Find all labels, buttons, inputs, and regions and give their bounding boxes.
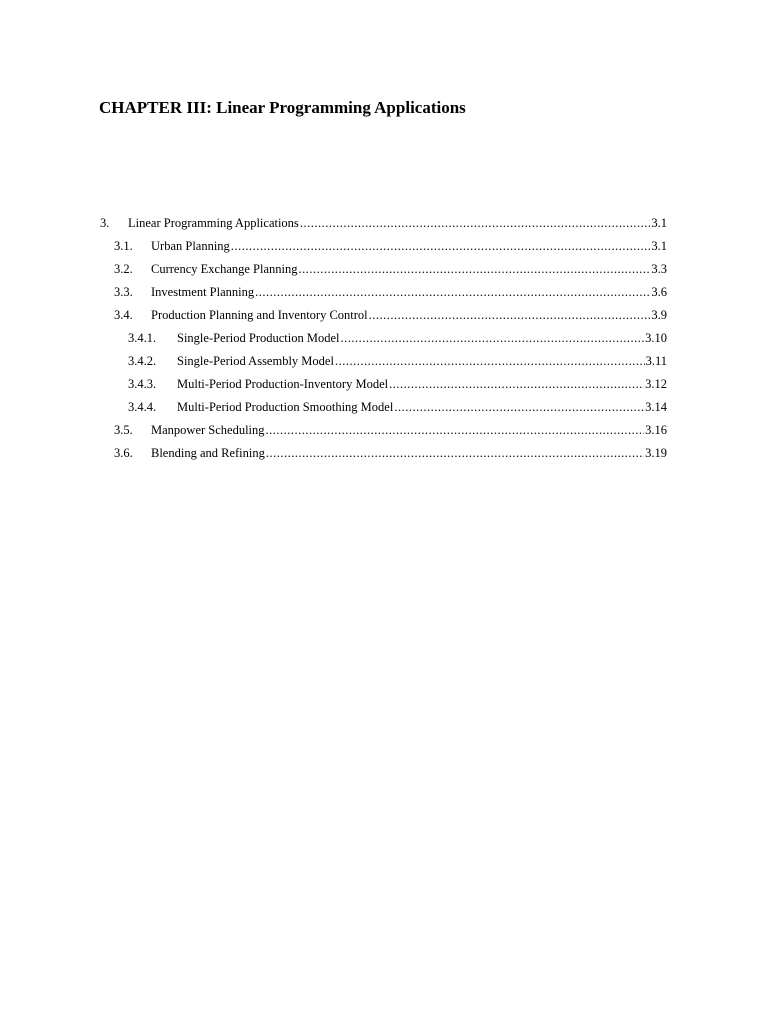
toc-dot-leader: [255, 281, 650, 304]
toc-entry-number: 3.4.: [114, 308, 133, 322]
toc-entry-page: 3.16: [645, 423, 667, 437]
toc-dot-leader: [266, 419, 645, 442]
toc-entry-number: 3.1.: [114, 239, 133, 253]
toc-entry-line: [128, 212, 667, 235]
toc-entry-title: Linear Programming Applications: [128, 216, 299, 230]
toc-entry-number: 3.3.: [114, 285, 133, 299]
toc-entry-line: [151, 442, 667, 465]
toc-entry[interactable]: [0, 350, 768, 373]
toc-entry[interactable]: [0, 281, 768, 304]
toc-entry-number: 3.6.: [114, 446, 133, 460]
toc-entry-page: 3.10: [645, 331, 667, 345]
toc-entry-title: Currency Exchange Planning: [151, 262, 298, 276]
toc-entry-title: Single-Period Production Model: [177, 331, 340, 345]
toc-dot-leader: [389, 373, 644, 396]
toc-entry-page: 3.12: [645, 377, 667, 391]
toc-entry[interactable]: [0, 442, 768, 465]
toc-entry-number: 3.4.4.: [128, 400, 157, 414]
toc-entry[interactable]: [0, 419, 768, 442]
toc-entry-line: [177, 373, 667, 396]
toc-entry-line: [151, 419, 667, 442]
toc-entry[interactable]: [0, 304, 768, 327]
toc-dot-leader: [300, 212, 651, 235]
toc-entry-number: 3.2.: [114, 262, 133, 276]
toc-dot-leader: [394, 396, 644, 419]
toc-entry-page: 3.1: [651, 239, 667, 253]
toc-entry[interactable]: [0, 235, 768, 258]
table-of-contents: [0, 212, 768, 465]
toc-entry-line: [177, 327, 667, 350]
toc-dot-leader: [341, 327, 645, 350]
toc-entry-line: [177, 350, 667, 373]
toc-entry-number: 3.5.: [114, 423, 133, 437]
toc-entry-number: 3.4.3.: [128, 377, 157, 391]
toc-entry-page: 3.11: [645, 354, 667, 368]
toc-entry-number: 3.4.1.: [128, 331, 157, 345]
toc-entry[interactable]: [0, 212, 768, 235]
toc-dot-leader: [335, 350, 645, 373]
toc-entry-line: [151, 304, 667, 327]
toc-entry-title: Urban Planning: [151, 239, 230, 253]
toc-entry-line: [151, 235, 667, 258]
toc-entry-title: Investment Planning: [151, 285, 255, 299]
toc-entry-title: Blending and Refining: [151, 446, 265, 460]
toc-entry[interactable]: [0, 396, 768, 419]
toc-entry-title: Manpower Scheduling: [151, 423, 265, 437]
toc-dot-leader: [231, 235, 651, 258]
toc-dot-leader: [298, 258, 650, 281]
chapter-title: CHAPTER III: Linear Programming Applications: [99, 98, 466, 117]
toc-entry-line: [177, 396, 667, 419]
toc-entry-page: 3.1: [651, 216, 667, 230]
toc-entry-title: Multi-Period Production Smoothing Model: [177, 400, 394, 414]
toc-entry-page: 3.19: [645, 446, 667, 460]
toc-entry-page: 3.14: [645, 400, 667, 414]
toc-dot-leader: [266, 442, 644, 465]
toc-entry[interactable]: [0, 373, 768, 396]
toc-entry-line: [151, 258, 667, 281]
toc-entry-number: 3.: [100, 216, 110, 230]
toc-entry-title: Multi-Period Production-Inventory Model: [177, 377, 389, 391]
toc-entry-title: Production Planning and Inventory Control: [151, 308, 368, 322]
toc-entry[interactable]: [0, 258, 768, 281]
toc-entry[interactable]: [0, 327, 768, 350]
toc-entry-page: 3.6: [651, 285, 667, 299]
toc-entry-page: 3.3: [651, 262, 667, 276]
toc-entry-line: [151, 281, 667, 304]
toc-entry-title: Single-Period Assembly Model: [177, 354, 334, 368]
toc-entry-page: 3.9: [651, 308, 667, 322]
toc-entry-number: 3.4.2.: [128, 354, 157, 368]
toc-dot-leader: [369, 304, 651, 327]
